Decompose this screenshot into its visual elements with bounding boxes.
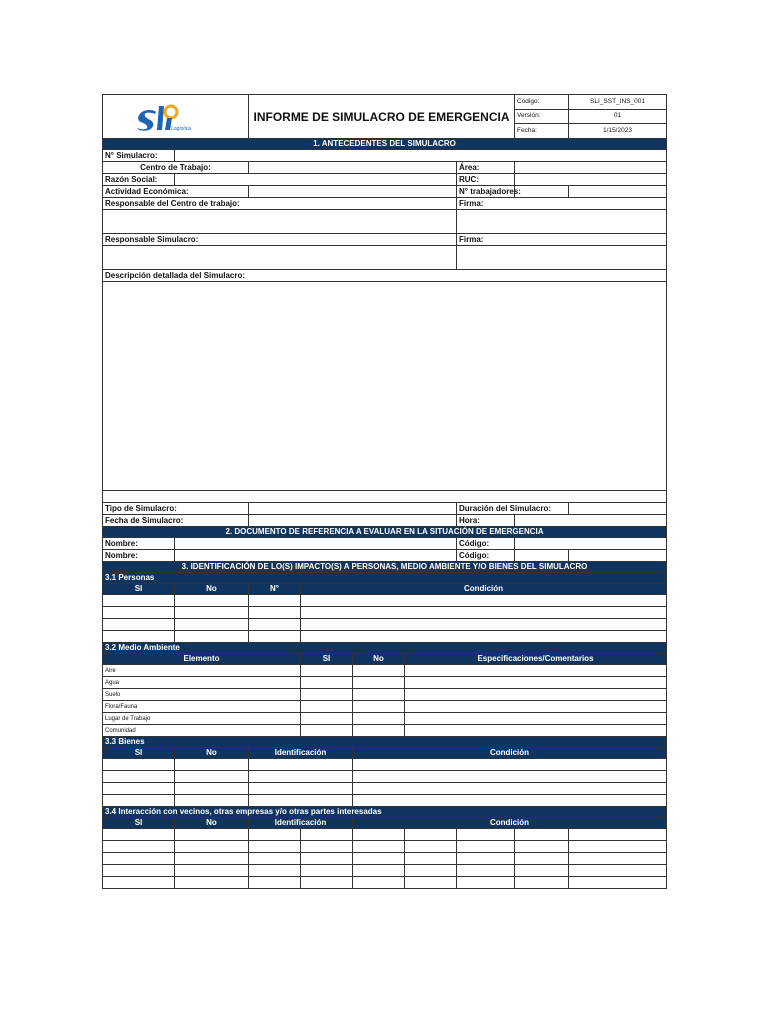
trabajadores-extra[interactable] [569, 186, 667, 198]
centro-trabajo-field[interactable] [249, 162, 457, 174]
codigo-doc-label-1: Código: [457, 538, 515, 550]
interaccion-col-no: No [175, 818, 249, 829]
interaccion-cell[interactable] [249, 829, 301, 841]
table-row [103, 619, 667, 631]
table-row [103, 841, 667, 853]
interaccion-cell[interactable] [353, 841, 405, 853]
hora-field[interactable] [515, 515, 667, 527]
personas-col-si: SI [103, 584, 175, 595]
personas-si-cell[interactable] [103, 631, 175, 643]
descripcion-field[interactable] [103, 282, 667, 491]
interaccion-cell[interactable] [569, 853, 667, 865]
form-title: INFORME DE SIMULACRO DE EMERGENCIA [249, 95, 515, 139]
personas-col-condicion: Condición [301, 584, 667, 595]
ma-comentario-cell[interactable] [405, 713, 667, 725]
bienes-col-identificacion: Identificación [249, 748, 353, 759]
personas-condicion-cell[interactable] [301, 619, 667, 631]
interaccion-cell[interactable] [175, 865, 249, 877]
interaccion-cell[interactable] [405, 865, 457, 877]
personas-si-cell[interactable] [103, 595, 175, 607]
ruc-field[interactable] [515, 174, 667, 186]
ma-no-cell[interactable] [353, 665, 405, 677]
ma-si-cell[interactable] [301, 725, 353, 737]
ma-si-cell[interactable] [301, 689, 353, 701]
actividad-field[interactable] [249, 186, 457, 198]
interaccion-cell[interactable] [249, 841, 301, 853]
bienes-no-cell[interactable] [175, 759, 249, 771]
nombre-field-1[interactable] [175, 538, 457, 550]
ma-no-cell[interactable] [353, 713, 405, 725]
responsable-simulacro-field[interactable] [103, 246, 457, 270]
interaccion-cell[interactable] [301, 865, 353, 877]
section3-title: 3. IDENTIFICACIÓN DE LO(S) IMPACTO(S) A PERSONAS, MEDIO AMBIENTE Y/O BIENES DEL SIMULACRO [103, 562, 667, 573]
interaccion-cell[interactable] [301, 853, 353, 865]
codigo-doc-label-2: Código: [457, 550, 515, 562]
ma-no-cell[interactable] [353, 725, 405, 737]
interaccion-cell[interactable] [569, 841, 667, 853]
ma-comentario-cell[interactable] [405, 701, 667, 713]
form-table [102, 94, 667, 889]
duracion-label: Duración del Simulacro: [457, 503, 569, 515]
responsable-centro-field[interactable] [103, 210, 457, 234]
interaccion-cell[interactable] [175, 853, 249, 865]
interaccion-cell[interactable] [103, 877, 175, 889]
interaccion-cell[interactable] [515, 841, 569, 853]
firma-simulacro-field[interactable] [457, 246, 667, 270]
personas-nro-cell[interactable] [249, 607, 301, 619]
ma-elemento-aire: Aire [103, 665, 301, 677]
section2-title: 2. DOCUMENTO DE REFERENCIA A EVALUAR EN LA SITUACIÓN DE EMERGENCIA [103, 527, 667, 538]
table-row [103, 795, 667, 807]
table-row [103, 725, 667, 737]
interaccion-cell[interactable] [457, 841, 515, 853]
area-label: Área: [457, 162, 515, 174]
table-row [103, 701, 667, 713]
ma-si-cell[interactable] [301, 701, 353, 713]
trabajadores-field[interactable] [515, 186, 569, 198]
interaccion-cell[interactable] [249, 877, 301, 889]
table-row [103, 631, 667, 643]
ma-elemento-lugar-trabajo: Lugar de Trabajo [103, 713, 301, 725]
ma-si-cell[interactable] [301, 677, 353, 689]
interaccion-cell[interactable] [353, 853, 405, 865]
fecha-value: 1/15/2023 [569, 124, 667, 139]
medio-ambiente-title: 3.2 Medio Ambiente [103, 643, 667, 654]
bienes-identificacion-cell[interactable] [249, 771, 353, 783]
interaccion-cell[interactable] [103, 853, 175, 865]
fecha-simulacro-field[interactable] [249, 515, 457, 527]
personas-si-cell[interactable] [103, 607, 175, 619]
table-row [103, 677, 667, 689]
personas-nro-cell[interactable] [249, 631, 301, 643]
bienes-col-condicion: Condición [353, 748, 667, 759]
bienes-col-si: SI [103, 748, 175, 759]
interaccion-cell[interactable] [569, 865, 667, 877]
responsable-centro-label: Responsable del Centro de trabajo: [103, 198, 457, 210]
interaccion-cell[interactable] [405, 841, 457, 853]
interaccion-cell[interactable] [353, 877, 405, 889]
nro-simulacro-field[interactable] [175, 150, 667, 162]
interaccion-cell[interactable] [301, 877, 353, 889]
section1-title: 1. ANTECEDENTES DEL SIMULACRO [103, 139, 667, 150]
personas-no-cell[interactable] [175, 631, 249, 643]
interaccion-cell[interactable] [457, 877, 515, 889]
codigo-doc-field-1[interactable] [515, 538, 667, 550]
descripcion-label: Descripción detallada del Simulacro: [103, 270, 667, 282]
tipo-simulacro-label: Tipo de Simulacro: [103, 503, 249, 515]
interaccion-cell[interactable] [353, 829, 405, 841]
bienes-si-cell[interactable] [103, 795, 175, 807]
logo-subtext: Logística [171, 126, 192, 132]
codigo-value: SLI_SST_INS_001 [569, 95, 667, 110]
ma-no-cell[interactable] [353, 689, 405, 701]
bienes-title: 3.3 Bienes [103, 737, 667, 748]
bienes-condicion-cell[interactable] [353, 783, 667, 795]
table-row [103, 607, 667, 619]
ma-no-cell[interactable] [353, 677, 405, 689]
interaccion-col-si: SI [103, 818, 175, 829]
fecha-simulacro-label: Fecha de Simulacro: [103, 515, 249, 527]
firma-simulacro-label: Firma: [457, 234, 667, 246]
interaccion-cell[interactable] [301, 829, 353, 841]
ma-comentario-cell[interactable] [405, 677, 667, 689]
ma-elemento-flora-fauna: Flora/Fauna [103, 701, 301, 713]
personas-si-cell[interactable] [103, 619, 175, 631]
personas-no-cell[interactable] [175, 607, 249, 619]
personas-condicion-cell[interactable] [301, 631, 667, 643]
ma-si-cell[interactable] [301, 665, 353, 677]
interaccion-cell[interactable] [457, 865, 515, 877]
interaccion-title: 3.4 Interacción con vecinos, otras empresas y/o otras partes interesadas [103, 807, 667, 818]
bienes-col-no: No [175, 748, 249, 759]
hora-label: Hora: [457, 515, 515, 527]
nombre-label-1: Nombre: [103, 538, 175, 550]
tipo-simulacro-field[interactable] [249, 503, 457, 515]
ma-elemento-agua: Agua [103, 677, 301, 689]
bienes-si-cell[interactable] [103, 759, 175, 771]
razon-social-field[interactable] [175, 174, 457, 186]
centro-trabajo-label: Centro de Trabajo: [103, 162, 249, 174]
table-row [103, 865, 667, 877]
interaccion-cell[interactable] [457, 829, 515, 841]
codigo-label: Código: [515, 95, 569, 110]
bienes-identificacion-cell[interactable] [249, 795, 353, 807]
bienes-no-cell[interactable] [175, 771, 249, 783]
version-label: Versión: [515, 109, 569, 124]
company-logo [103, 95, 249, 139]
table-row [103, 783, 667, 795]
interaccion-cell[interactable] [457, 853, 515, 865]
bienes-condicion-cell[interactable] [353, 759, 667, 771]
table-row [103, 853, 667, 865]
personas-nro-cell[interactable] [249, 619, 301, 631]
nombre-label-2: Nombre: [103, 550, 175, 562]
bienes-si-cell[interactable] [103, 783, 175, 795]
table-row [103, 759, 667, 771]
interaccion-cell[interactable] [249, 853, 301, 865]
interaccion-cell[interactable] [103, 865, 175, 877]
bienes-condicion-cell[interactable] [353, 771, 667, 783]
personas-condicion-cell[interactable] [301, 607, 667, 619]
bienes-si-cell[interactable] [103, 771, 175, 783]
bienes-condicion-cell[interactable] [353, 795, 667, 807]
personas-col-no: No [175, 584, 249, 595]
interaccion-cell[interactable] [103, 829, 175, 841]
interaccion-cell[interactable] [515, 829, 569, 841]
ma-col-especificaciones: Especificaciones/Comentarios [405, 654, 667, 665]
bienes-no-cell[interactable] [175, 795, 249, 807]
ma-si-cell[interactable] [301, 713, 353, 725]
personas-no-cell[interactable] [175, 595, 249, 607]
personas-col-nro: N° [249, 584, 301, 595]
personas-no-cell[interactable] [175, 619, 249, 631]
firma-centro-field[interactable] [457, 210, 667, 234]
ma-col-si: SI [301, 654, 353, 665]
interaccion-cell[interactable] [249, 865, 301, 877]
table-row [103, 689, 667, 701]
table-row [103, 877, 667, 889]
ruc-label: RUC: [457, 174, 515, 186]
ma-comentario-cell[interactable] [405, 725, 667, 737]
table-row [103, 713, 667, 725]
ma-elemento-suelo: Suelo [103, 689, 301, 701]
ma-no-cell[interactable] [353, 701, 405, 713]
descripcion-extra-row[interactable] [103, 491, 667, 503]
interaccion-cell[interactable] [515, 853, 569, 865]
table-row [103, 771, 667, 783]
trabajadores-label: N° trabajadores: [457, 186, 515, 198]
interaccion-cell[interactable] [175, 877, 249, 889]
bienes-no-cell[interactable] [175, 783, 249, 795]
bienes-identificacion-cell[interactable] [249, 783, 353, 795]
interaccion-cell[interactable] [569, 829, 667, 841]
interaccion-col-identificacion: Identificación [249, 818, 353, 829]
bienes-identificacion-cell[interactable] [249, 759, 353, 771]
ma-comentario-cell[interactable] [405, 689, 667, 701]
interaccion-cell[interactable] [405, 853, 457, 865]
ma-col-elemento: Elemento [103, 654, 301, 665]
fecha-label: Fecha: [515, 124, 569, 139]
personas-nro-cell[interactable] [249, 595, 301, 607]
codigo-doc-field-2[interactable] [515, 550, 569, 562]
razon-social-label: Razón Social: [103, 174, 175, 186]
table-row [103, 665, 667, 677]
version-value: 01 [569, 109, 667, 124]
table-row [103, 595, 667, 607]
personas-title: 3.1 Personas [103, 573, 667, 584]
responsable-simulacro-label: Responsable Simulacro: [103, 234, 457, 246]
nombre-field-2[interactable] [175, 550, 457, 562]
interaccion-cell[interactable] [103, 841, 175, 853]
duracion-field[interactable] [569, 503, 667, 515]
nro-simulacro-label: N° Simulacro: [103, 150, 175, 162]
codigo-doc-extra-2[interactable] [569, 550, 667, 562]
interaccion-col-condicion: Condición [353, 818, 667, 829]
interaccion-cell[interactable] [405, 877, 457, 889]
interaccion-cell[interactable] [175, 841, 249, 853]
area-field[interactable] [515, 162, 667, 174]
interaccion-cell[interactable] [405, 829, 457, 841]
interaccion-cell[interactable] [175, 829, 249, 841]
ma-col-no: No [353, 654, 405, 665]
firma-centro-label: Firma: [457, 198, 667, 210]
ma-elemento-comunidad: Comunidad [103, 725, 301, 737]
interaccion-cell[interactable] [569, 877, 667, 889]
table-row [103, 829, 667, 841]
form-sheet [102, 94, 666, 889]
interaccion-cell[interactable] [515, 877, 569, 889]
interaccion-cell[interactable] [353, 865, 405, 877]
interaccion-cell[interactable] [301, 841, 353, 853]
actividad-label: Actividad Económica: [103, 186, 249, 198]
interaccion-cell[interactable] [515, 865, 569, 877]
personas-condicion-cell[interactable] [301, 595, 667, 607]
ma-comentario-cell[interactable] [405, 665, 667, 677]
